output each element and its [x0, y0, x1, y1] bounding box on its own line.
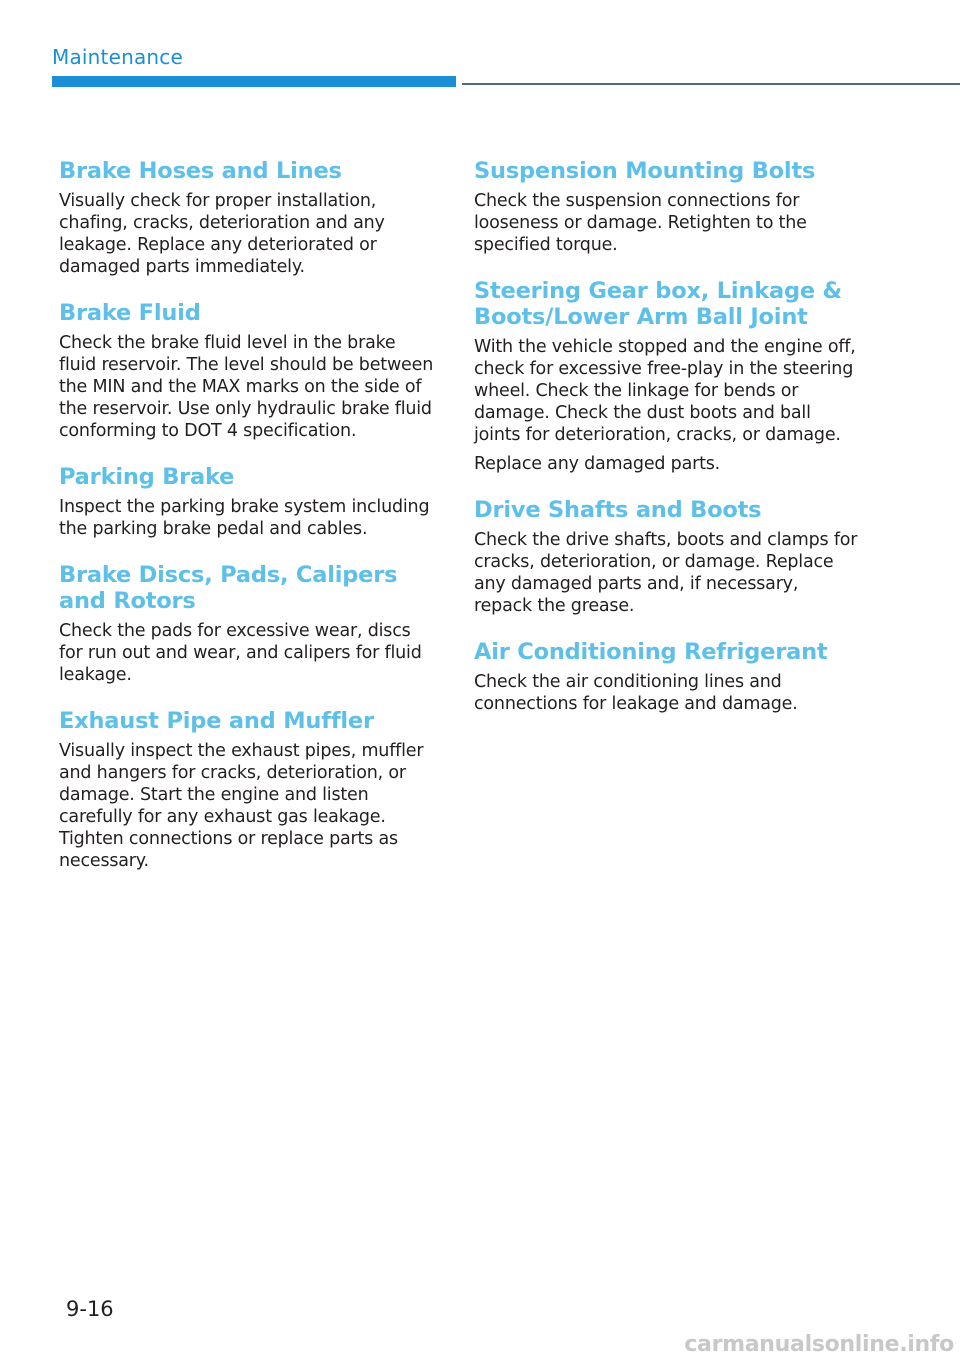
- left-column: [59, 158, 437, 894]
- section-title: Parking Brake: [59, 464, 235, 490]
- section-title: Brake Discs, Pads, Calipers and Rotors: [59, 562, 398, 614]
- section-title: Brake Hoses and Lines: [59, 158, 342, 184]
- header-rule-thick: [52, 76, 456, 87]
- section-paragraph: Inspect the parking brake system including the parking brake pedal and cables.: [59, 497, 430, 539]
- section-label: Maintenance: [52, 45, 183, 69]
- section-paragraph: Check the brake fluid level in the brake fluid reservoir. The level should be between the MIN and the MAX marks on the side of the reservoir. Use only hydraulic brake fluid conforming to DOT 4 specification.: [59, 333, 434, 441]
- section-paragraph: Check the drive shafts, boots and clamps for cracks, deterioration, or damage. Replace any damaged parts and, if necessary, repack the grease.: [474, 530, 858, 616]
- section-paragraph: Visually check for proper installation, chafing, cracks, deterioration and any leakage. Replace any deteriorated or damaged parts immediately.: [59, 191, 385, 277]
- section-steering-gear: [474, 278, 858, 475]
- section-paragraph: Replace any damaged parts.: [474, 454, 721, 474]
- section-brake-fluid: [59, 300, 437, 442]
- section-title: Drive Shafts and Boots: [474, 497, 762, 523]
- section-paragraph: Check the pads for excessive wear, discs for run out and wear, and calipers for fluid leakage.: [59, 621, 422, 685]
- right-column: [474, 158, 858, 737]
- section-paragraph: Visually inspect the exhaust pipes, muffler and hangers for cracks, deterioration, or damage. Start the engine and listen carefully for any exhaust gas leakage. Tighten connections or replace parts as necessary.: [59, 741, 424, 871]
- section-suspension-bolts: [474, 158, 858, 256]
- section-title: Brake Fluid: [59, 300, 201, 326]
- section-brake-hoses: [59, 158, 437, 278]
- section-brake-discs: [59, 562, 437, 686]
- section-paragraph: With the vehicle stopped and the engine off, check for excessive free-play in the steering wheel. Check the linkage for bends or damage. Check the dust boots and ball joints for deterioration, cracks, or damage.: [474, 337, 856, 445]
- section-title: Air Conditioning Refrigerant: [474, 639, 828, 665]
- section-paragraph: Check the air conditioning lines and connections for leakage and damage.: [474, 672, 798, 714]
- section-exhaust-pipe: [59, 708, 437, 872]
- section-paragraph: Check the suspension connections for looseness or damage. Retighten to the specified torque.: [474, 191, 807, 255]
- section-air-conditioning: [474, 639, 858, 715]
- section-title: Suspension Mounting Bolts: [474, 158, 816, 184]
- watermark: carmanualsonline.info: [684, 1332, 954, 1357]
- section-title: Steering Gear box, Linkage & Boots/Lower Arm Ball Joint: [474, 278, 842, 330]
- section-parking-brake: [59, 464, 437, 540]
- section-drive-shafts: [474, 497, 858, 617]
- header-rule-thin: [462, 83, 960, 85]
- page-number: 9-16: [66, 1297, 114, 1321]
- section-title: Exhaust Pipe and Muffler: [59, 708, 374, 734]
